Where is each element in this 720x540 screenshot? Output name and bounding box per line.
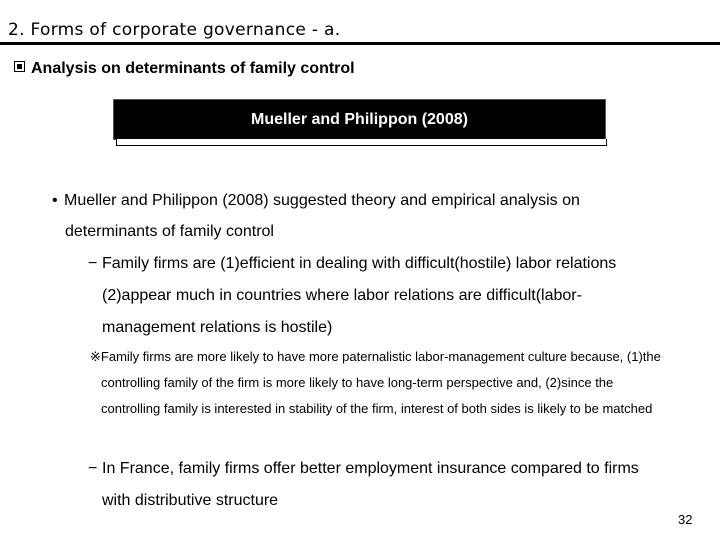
- bullet-line-2: determinants of family control: [65, 223, 274, 240]
- reference-banner: [113, 99, 606, 149]
- banner-underline: [116, 139, 607, 146]
- section-subheading: [14, 60, 355, 78]
- slide-title: 2. Forms of corporate governance - a.: [8, 20, 341, 40]
- sub-point-1-line-2: (2)appear much in countries where labor relations are difficult(labor-: [102, 287, 582, 304]
- banner-text: Mueller and Philippon (2008): [113, 99, 606, 140]
- title-divider: [0, 42, 720, 45]
- reference-mark-icon: ※: [90, 349, 101, 364]
- square-bullet-icon: [14, 61, 25, 72]
- sub-point-2-line-2: with distributive structure: [102, 492, 279, 509]
- dash-marker: −: [88, 255, 98, 272]
- note-line-3: controlling family is interested in stability of the firm, interest of both sides is likely to be matched: [101, 401, 653, 416]
- sub-point-1-line-3: management relations is hostile): [102, 319, 333, 336]
- main-bullet: [52, 185, 672, 247]
- sub-point-1: [88, 248, 703, 344]
- sub-point-2-line-1: In France, family firms offer better employment insurance compared to firms: [102, 460, 639, 477]
- note-line-2: controlling family of the firm is more likely to have long-term perspective and, (2)since the: [101, 375, 614, 390]
- page-number: 32: [678, 512, 693, 527]
- subheading-text: Analysis on determinants of family control: [31, 60, 355, 77]
- dash-marker: −: [88, 460, 98, 477]
- footnote-remark: [90, 344, 710, 422]
- bullet-line-1: Mueller and Philippon (2008) suggested theory and empirical analysis on: [64, 192, 580, 209]
- note-line-1: Family firms are more likely to have more paternalistic labor-management culture because, (1)the: [100, 349, 661, 364]
- sub-point-2: [88, 453, 703, 517]
- bullet-dot-icon: •: [52, 192, 58, 209]
- sub-point-1-line-1: Family firms are (1)efficient in dealing with difficult(hostile) labor relations: [102, 255, 617, 272]
